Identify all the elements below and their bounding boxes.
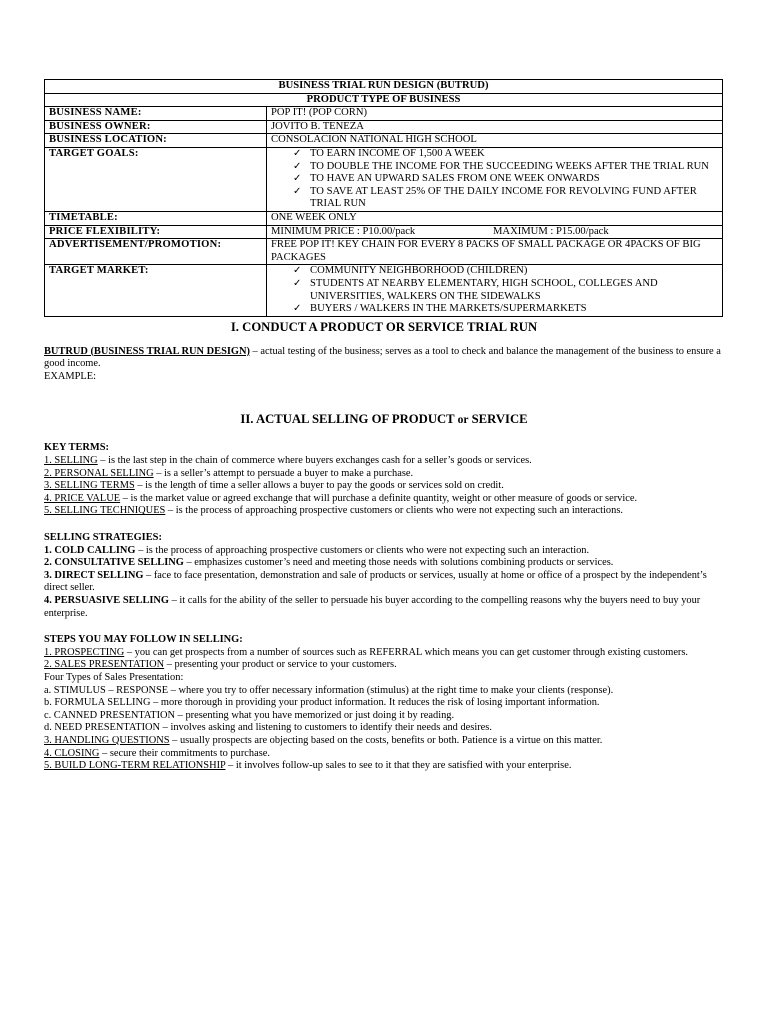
list-item: ✓ TO DOUBLE THE INCOME FOR THE SUCCEEDING WEEKS AFTER THE TRIAL RUN (293, 160, 709, 172)
list-item: ✓ TO EARN INCOME OF 1,500 A WEEK (293, 147, 485, 159)
list-item: ✓ TO HAVE AN UPWARD SALES FROM ONE WEEK ONWARDS (293, 173, 600, 185)
selling-strategies-heading: SELLING STRATEGIES: (44, 532, 162, 544)
business-owner-value: JOVITO B. TENEZA (267, 120, 723, 134)
price-flexibility-cell (267, 225, 723, 239)
maximum-price: MAXIMUM : P15.00/pack (493, 225, 609, 237)
table-row (45, 147, 723, 211)
selling-steps (44, 634, 724, 773)
example-label: EXAMPLE: (44, 370, 96, 382)
list-item: ✓ COMMUNITY NEIGHBORHOOD (CHILDREN) (293, 265, 528, 277)
list-item: 4. CLOSING – secure their commitments to purchase. (44, 747, 270, 759)
list-item: ✓ BUYERS / WALKERS IN THE MARKETS/SUPERMARKETS (293, 303, 587, 315)
list-item: 2. CONSULTATIVE SELLING – emphasizes customer’s need and meeting those needs with solutions combining products or services. (44, 557, 614, 569)
list-item: 4. PERSUASIVE SELLING – it calls for the ability of the seller to persuade his buyer according to the compelling reasons why the buyers need to buy your enterprise. (44, 595, 701, 619)
document-page (44, 79, 724, 773)
table-row (45, 120, 723, 134)
table-subtitle: PRODUCT TYPE OF BUSINESS (45, 93, 723, 107)
checkmark-icon: ✓ (293, 173, 302, 185)
selling-strategies (44, 532, 724, 620)
checkmark-icon: ✓ (293, 277, 302, 289)
list-item: 5. SELLING TECHNIQUES – is the process of approaching prospective customers or clients who were not expecting such an interactions. (44, 505, 623, 517)
minimum-price: MINIMUM PRICE : P10.00/pack (271, 225, 416, 237)
table-row (45, 211, 723, 225)
checkmark-icon: ✓ (293, 303, 302, 315)
presentation-types-intro: Four Types of Sales Presentation: (44, 671, 184, 683)
list-item: 1. COLD CALLING – is the process of approaching prospective customers or clients who were not expecting such an interaction. (44, 544, 590, 556)
butrud-definition: BUTRUD (BUSINESS TRIAL RUN DESIGN) – actual testing of the business; serves as a tool to check and balance the management of the business to ensure a good income. (44, 345, 721, 370)
target-market-label: TARGET MARKET: (45, 265, 267, 316)
advertisement-value: FREE POP IT! KEY CHAIN FOR EVERY 8 PACKS OF SMALL PACKAGE OR 4PACKS OF BIG PACKAGES (267, 239, 723, 265)
target-market-list (271, 265, 718, 315)
advertisement-label: ADVERTISEMENT/PROMOTION: (45, 239, 267, 265)
butrud-table (44, 79, 723, 317)
timetable-value: ONE WEEK ONLY (267, 211, 723, 225)
list-item: 3. DIRECT SELLING – face to face presentation, demonstration and sale of products or services, usually at home or office of a prospect by the independent’s direct seller. (44, 569, 707, 594)
table-row (45, 239, 723, 265)
business-location-label: BUSINESS LOCATION: (45, 134, 267, 148)
list-item: d. NEED PRESENTATION – involves asking and listening to customers to identify their needs and desires. (44, 722, 492, 734)
table-row (45, 265, 723, 316)
table-row (45, 93, 723, 107)
list-item: 2. PERSONAL SELLING – is a seller’s attempt to persuade a buyer to make a purchase. (44, 467, 414, 479)
table-row (45, 225, 723, 239)
table-row (45, 80, 723, 94)
list-item: ✓ TO SAVE AT LEAST 25% OF THE DAILY INCOME FOR REVOLVING FUND AFTER TRIAL RUN (293, 185, 697, 210)
butrud-term: BUTRUD (BUSINESS TRIAL RUN DESIGN) (44, 345, 250, 357)
list-item: 5. BUILD LONG-TERM RELATIONSHIP – it involves follow-up sales to see to it that they are satisfied with your enterprise. (44, 760, 572, 772)
price-flexibility-label: PRICE FLEXIBILITY: (45, 225, 267, 239)
checkmark-icon: ✓ (293, 147, 302, 159)
target-goals-cell (267, 147, 723, 211)
target-market-cell (267, 265, 723, 316)
section-heading-actual-selling: II. ACTUAL SELLING OF PRODUCT or SERVICE (240, 412, 528, 427)
business-name-label: BUSINESS NAME: (45, 107, 267, 121)
target-goals-label: TARGET GOALS: (45, 147, 267, 211)
key-terms (44, 442, 724, 518)
list-item: 2. SALES PRESENTATION – presenting your product or service to your customers. (44, 659, 397, 671)
checkmark-icon: ✓ (293, 160, 302, 172)
list-item: c. CANNED PRESENTATION – presenting what you have memorized or just doing it by reading. (44, 709, 455, 721)
target-goals-list (271, 148, 718, 211)
business-owner-label: BUSINESS OWNER: (45, 120, 267, 134)
selling-steps-heading: STEPS YOU MAY FOLLOW IN SELLING: (44, 634, 243, 646)
list-item: 3. SELLING TERMS – is the length of time a seller allows a buyer to pay the goods or services sold on credit. (44, 480, 504, 492)
table-title: BUSINESS TRIAL RUN DESIGN (BUTRUD) (45, 80, 723, 94)
checkmark-icon: ✓ (293, 265, 302, 277)
business-location-value: CONSOLACION NATIONAL HIGH SCHOOL (267, 134, 723, 148)
timetable-label: TIMETABLE: (45, 211, 267, 225)
table-row (45, 107, 723, 121)
checkmark-icon: ✓ (293, 185, 302, 197)
list-item: 3. HANDLING QUESTIONS – usually prospects are objecting based on the costs, benefits or both. Patience is a virtue on this matter. (44, 734, 603, 746)
list-item: b. FORMULA SELLING – more thorough in providing your product information. It reduces the risk of losing important information. (44, 697, 600, 709)
list-item: 1. PROSPECTING – you can get prospects from a number of sources such as REFERRAL which means you can get customer through existing customers. (44, 646, 689, 658)
list-item: 4. PRICE VALUE – is the market value or agreed exchange that will purchase a definite quantity, weight or other measure of goods or service. (44, 492, 638, 504)
list-item: a. STIMULUS – RESPONSE – where you try to offer necessary information (stimulus) at the right time to make your clients (response). (44, 684, 614, 696)
section-heading-trial-run: I. CONDUCT A PRODUCT OR SERVICE TRIAL RUN (230, 319, 538, 334)
business-name-value: POP IT! (POP CORN) (267, 107, 723, 121)
list-item: 1. SELLING – is the last step in the chain of commerce where buyers exchanges cash for a seller’s goods or services. (44, 455, 532, 467)
list-item: ✓ STUDENTS AT NEARBY ELEMENTARY, HIGH SCHOOL, COLLEGES AND UNIVERSITIES, WALKERS ON THE SIDEWALKS (293, 277, 658, 302)
table-row (45, 134, 723, 148)
key-terms-heading: KEY TERMS: (44, 442, 109, 454)
